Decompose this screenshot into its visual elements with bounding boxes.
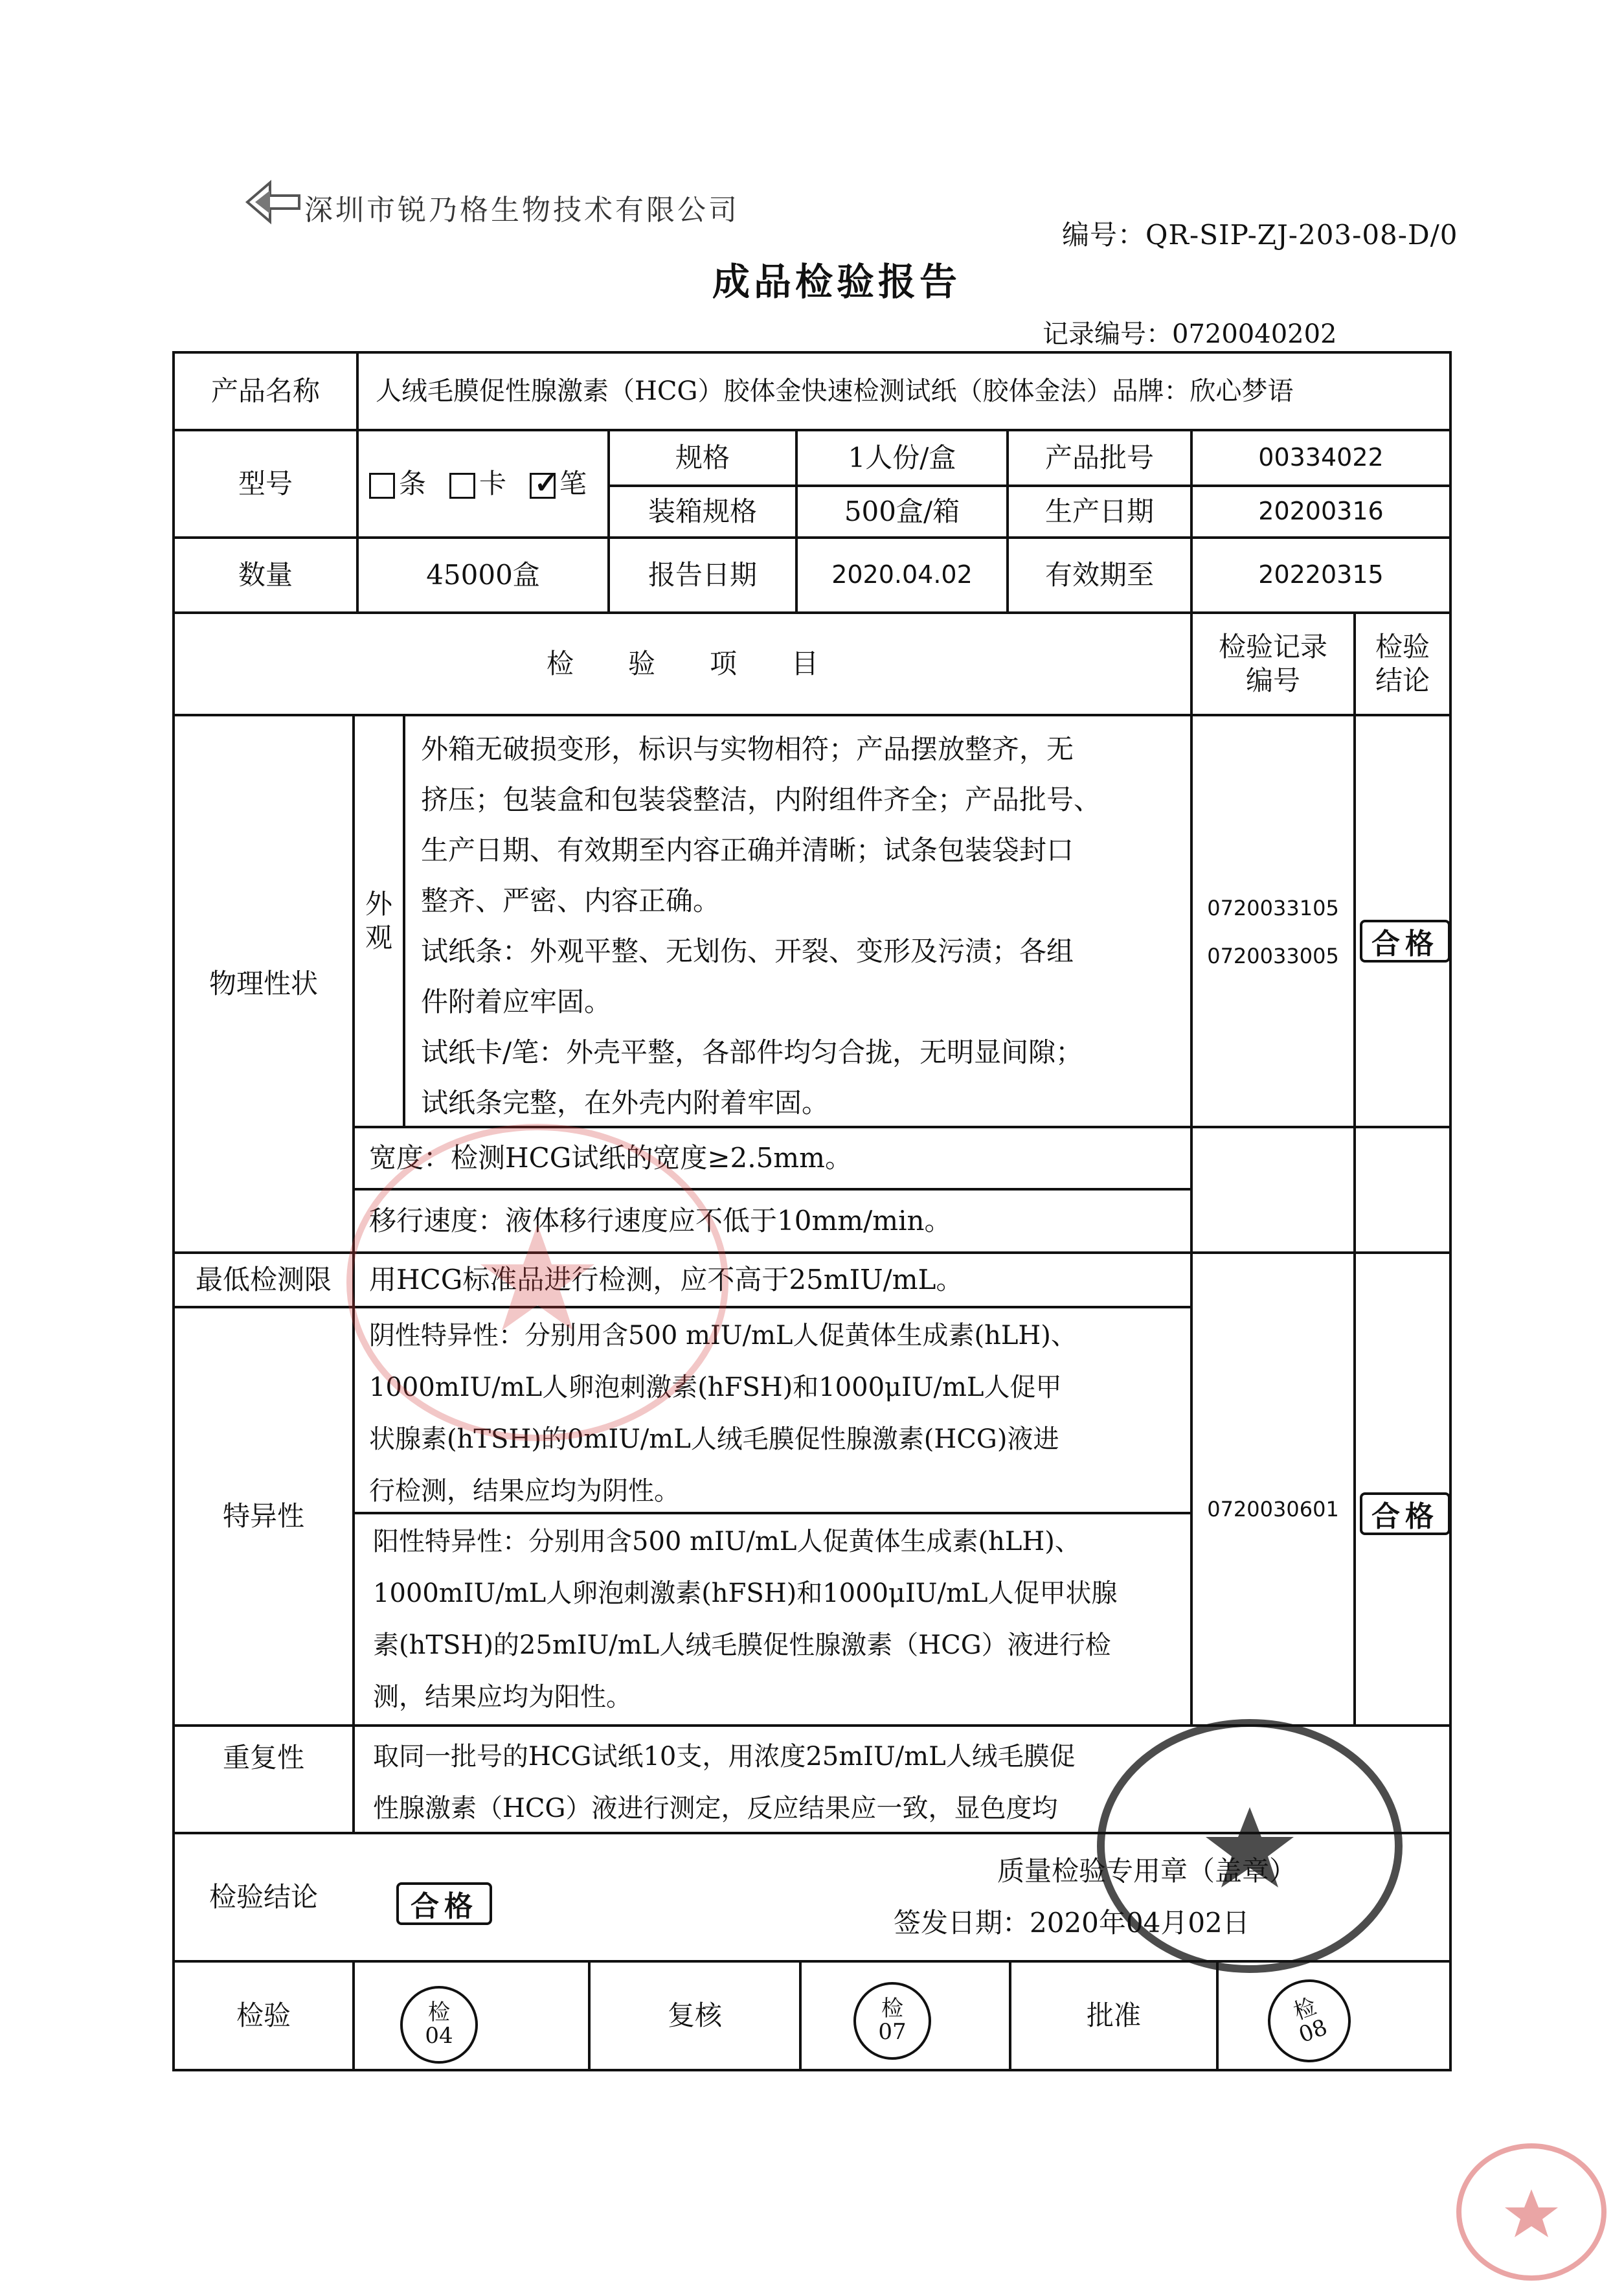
product-name-label: 产品名称 bbox=[210, 374, 320, 407]
physical-record-nos: 0720033105 0720033005 bbox=[1207, 896, 1339, 968]
model-options bbox=[369, 430, 609, 538]
review-stamp: 检 07 bbox=[853, 1982, 931, 2060]
company-seal-icon bbox=[1088, 1710, 1412, 1982]
physical-result-stamp: 合格 bbox=[1360, 920, 1450, 963]
checkbox-strip[interactable] bbox=[369, 473, 395, 499]
specificity-label: 特异性 bbox=[222, 1499, 304, 1532]
company-logo-icon bbox=[241, 176, 306, 228]
packing-label: 装箱规格 bbox=[648, 495, 757, 527]
page-title: 成品检验报告 bbox=[712, 260, 962, 304]
review-label: 复核 bbox=[667, 1999, 722, 2031]
specificity-result-stamp: 合格 bbox=[1360, 1492, 1450, 1535]
qty-value: 45000盒 bbox=[426, 558, 540, 591]
checkbox-pen-checked[interactable] bbox=[530, 473, 556, 499]
appearance-label: 外 观 bbox=[365, 887, 392, 953]
prod-date-label: 生产日期 bbox=[1044, 495, 1154, 527]
company-name: 深圳市锐乃格生物技术有限公司 bbox=[304, 194, 739, 227]
record-number: 记录编号：0720040202 bbox=[1043, 319, 1337, 349]
qty-label: 数量 bbox=[238, 558, 293, 591]
speed-requirement: 移行速度：液体移行速度应不低于10mm/min。 bbox=[369, 1204, 952, 1237]
conclusion-result-stamp: 合格 bbox=[396, 1882, 492, 1925]
batch-value: 00334022 bbox=[1258, 443, 1384, 472]
expiry-label: 有效期至 bbox=[1044, 558, 1154, 591]
lod-label: 最低检测限 bbox=[195, 1263, 332, 1295]
model-option-card[interactable]: 卡 bbox=[449, 467, 506, 501]
expiry-value: 20220315 bbox=[1258, 560, 1384, 589]
inspect-label: 检验 bbox=[236, 1999, 291, 2031]
batch-label: 产品批号 bbox=[1044, 441, 1154, 473]
seal-text: 质量检验专用章（盖章） bbox=[997, 1855, 1297, 1887]
negative-specificity-text: 阴性特异性：分别用含500 mIU/mL人促黄体生成素(hLH)、 1000mIU/mL人卵泡刺激素(hFSH)和1000μIU/mL人促甲 状腺素(hTSH)的0mIU/mL人绒毛膜促性腺激素(HCG)液进 行检测，结果应均为阴性。 bbox=[369, 1321, 1077, 1506]
product-name: 人绒毛膜促性腺激素（HCG）胶体金快速检测试纸（胶体金法）品牌：欣心梦语 bbox=[376, 376, 1294, 406]
model-label: 型号 bbox=[238, 467, 293, 499]
physical-label: 物理性状 bbox=[209, 967, 318, 999]
items-header: 检 验 项 目 bbox=[546, 647, 818, 679]
model-option-pen[interactable]: ✓ 笔 bbox=[530, 467, 587, 501]
repeat-label: 重复性 bbox=[222, 1741, 304, 1773]
spec-label: 规格 bbox=[675, 441, 730, 473]
lod-text: 用HCG标准品进行检测，应不高于25mIU/mL。 bbox=[369, 1263, 964, 1295]
report-date-label: 报告日期 bbox=[648, 558, 757, 591]
report-date-value: 2020.04.02 bbox=[831, 560, 973, 589]
packing-value: 500盒/箱 bbox=[844, 495, 960, 527]
conclusion-label: 检验结论 bbox=[209, 1880, 318, 1913]
record-no-header: 检验记录 编号 bbox=[1218, 630, 1327, 696]
corner-seal-icon bbox=[1450, 2137, 1612, 2286]
appearance-text: 外箱无破损变形，标识与实物相符；产品摆放整齐，无 挤压；包装盒和包装袋整洁，内附组件齐全；产品批号、 生产日期、有效期至内容正确并清晰；试条包装袋封口 整齐、严密、内容正确。 试纸条：外观平整、无划伤、开裂、变形及污渍；各组 件附着应牢固。 试纸卡/笔：外壳平整，各部件均匀合拢，无明显间隙； 试纸条完整，在外壳内附着牢固。 bbox=[421, 733, 1101, 1119]
width-requirement: 宽度：检测HCG试纸的宽度≥2.5mm。 bbox=[369, 1141, 852, 1174]
conclusion-header: 检验 结论 bbox=[1375, 630, 1430, 696]
issue-date: 签发日期：2020年04月02日 bbox=[894, 1907, 1250, 1939]
repeat-text: 取同一批号的HCG试纸10支，用浓度25mIU/mL人绒毛膜促 性腺激素（HCG）液进行测定，反应结果应一致，显色度均 bbox=[373, 1742, 1076, 1823]
spec-value: 1人份/盒 bbox=[848, 441, 956, 473]
checkbox-card[interactable] bbox=[449, 473, 475, 499]
red-seal-icon bbox=[337, 1114, 738, 1451]
specificity-record-no: 0720030601 bbox=[1207, 1497, 1339, 1522]
approve-stamp: 检 08 bbox=[1256, 1968, 1362, 2074]
prod-date-value: 20200316 bbox=[1258, 497, 1384, 526]
positive-specificity-text: 阳性特异性：分别用含500 mIU/mL人促黄体生成素(hLH)、 1000mIU/mL人卵泡刺激素(hFSH)和1000μIU/mL人促甲状腺 素(hTSH)的25mIU/mL人绒毛膜促性腺激素（HCG）液进行检 测，结果应均为阳性。 bbox=[373, 1527, 1118, 1712]
inspect-stamp: 检 04 bbox=[400, 1986, 478, 2064]
model-option-strip[interactable]: 条 bbox=[369, 467, 426, 501]
document-number: 编号：QR-SIP-ZJ-203-08-D/0 bbox=[1062, 219, 1458, 251]
approve-label: 批准 bbox=[1086, 1999, 1141, 2031]
